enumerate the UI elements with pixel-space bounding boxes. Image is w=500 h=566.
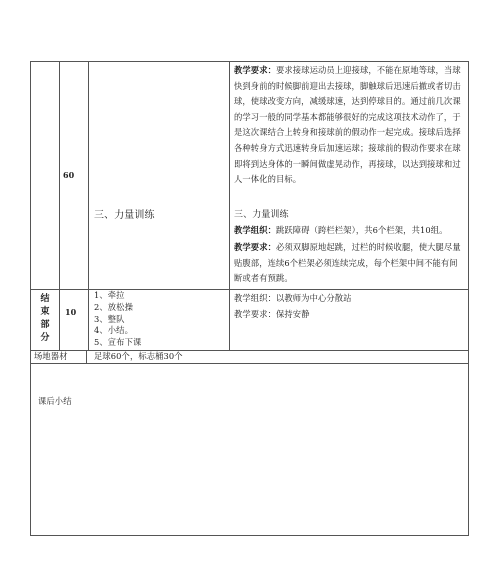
main-teaching-requirement	[234, 63, 464, 188]
col-divider	[229, 61, 230, 351]
table-border-top	[30, 61, 469, 62]
list-item: 5、宣布下课	[94, 337, 142, 348]
equipment-value: 足球60个，标志桶30个	[94, 351, 183, 361]
col-divider	[86, 350, 87, 364]
requirement-label: 教学要求：	[234, 65, 276, 75]
end-requirement: 教学要求：保持安静	[234, 309, 310, 319]
end-minutes: 10	[65, 307, 77, 317]
list-item: 1、牵拉	[94, 290, 125, 300]
end-section-label: 结 束 部 分	[40, 294, 50, 343]
strength-requirement	[234, 240, 464, 287]
organization-text: 跳跃障碍（跨栏栏架），共6个栏架，共10组。	[276, 225, 448, 235]
list-item: 4、小结。	[94, 325, 133, 336]
requirement-text: 必须双脚原地起跳，过栏的时候收腿，使大腿尽量贴腹部，连续6个栏架必须连续完成，每个栏架中间不能有间断或者有预跳。	[234, 242, 461, 284]
table-border-bottom	[30, 535, 469, 536]
summary-label: 课后小结	[38, 396, 72, 406]
equipment-label: 场地器材	[34, 351, 68, 361]
strength-heading: 三、力量训练	[234, 210, 289, 220]
table-border-left	[30, 61, 31, 536]
col-divider	[59, 61, 60, 351]
requirement-label: 教学要求：	[234, 242, 276, 252]
list-item: 2、放松操	[94, 301, 133, 312]
requirement-text: 要求接球运动员上迎接球，不能在原地等球，当球快到身前的时候脚前迎出去接球，脚触球后迅速后撤或者切击球，使球改变方向，减缓球速，达到停球目的。通过前几次课的学习一般的同学基本都能够很好的完成这项技术动作了，于是这次课结合上转身和接球前的假动作一起完成。接球后选择各种转身方式迅速转身后加速运球；接球前的假动作要求在球即将到达身体的一瞬间做虚晃动作，再接球，以达到接球和过人一体化的目标。	[234, 65, 461, 185]
strength-organization	[234, 223, 464, 239]
lesson-plan-table	[30, 61, 469, 536]
main-minutes: 60	[63, 170, 75, 180]
table-border-right	[468, 61, 469, 536]
organization-label: 教学组织：	[234, 225, 276, 235]
col-divider	[88, 61, 89, 351]
end-organization: 教学组织：以教师为中心分散站	[234, 293, 352, 303]
end-items-list	[94, 290, 141, 349]
list-item: 3、整队	[94, 313, 125, 324]
main-content-label: 三、力量训练	[94, 210, 155, 221]
